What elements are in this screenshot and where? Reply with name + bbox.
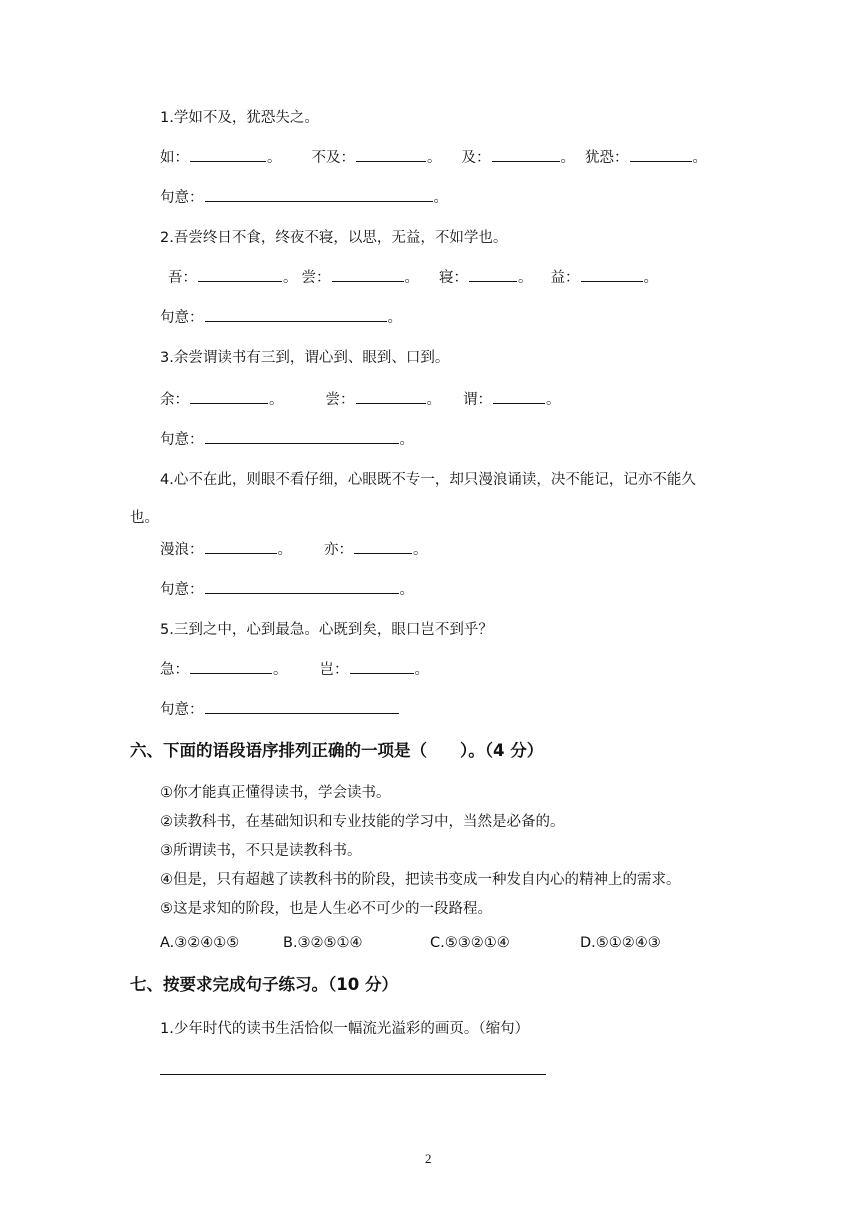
meaning-label: 句意： xyxy=(160,702,204,718)
answer-blank[interactable] xyxy=(581,268,643,282)
answer-blank[interactable] xyxy=(356,390,426,404)
section-7-heading: 七、按要求完成句子练习。（10 分） xyxy=(130,975,398,994)
q1-sentence: 1.学如不及，犹恐失之。 xyxy=(160,110,319,126)
s6-item: ⑤这是求知的阶段，也是人生必不可少的一段路程。 xyxy=(160,901,492,917)
q2-word-row: 吾： 。 尝： 。 寝： 。 益： 。 xyxy=(168,270,658,286)
q3-word-label: 余： xyxy=(160,392,189,408)
meaning-label: 句意： xyxy=(160,190,204,206)
answer-blank[interactable] xyxy=(190,148,266,162)
answer-blank[interactable] xyxy=(190,660,272,674)
q2-word-label: 尝： xyxy=(301,270,331,286)
q1-word-label: 如： xyxy=(160,150,189,166)
q3-word-row: 余： 。 尝： 。 谓： 。 xyxy=(160,392,561,408)
s6-item: ④但是，只有超越了读教科书的阶段，把读书变成一种发自内心的精神上的需求。 xyxy=(160,872,681,888)
q2-sentence: 2.吾尝终日不食，终夜不寝，以思，无益，不如学也。 xyxy=(160,230,508,246)
answer-blank[interactable] xyxy=(630,148,692,162)
option-c[interactable]: C.⑤③②①④ xyxy=(430,935,510,951)
answer-blank[interactable] xyxy=(190,390,268,404)
option-d[interactable]: D.⑤①②④③ xyxy=(580,935,661,951)
answer-blank[interactable] xyxy=(332,268,404,282)
q5-word-label: 岂： xyxy=(319,662,349,678)
q3-meaning-row: 句意： 。 xyxy=(160,432,414,448)
q4-sentence-line2: 也。 xyxy=(130,510,159,526)
q4-meaning-row: 句意： 。 xyxy=(160,582,414,598)
q2-meaning-row: 句意： 。 xyxy=(160,310,402,326)
meaning-label: 句意： xyxy=(160,582,204,598)
q4-sentence-line1: 4.心不在此，则眼不看仔细，心眼既不专一，却只漫浪诵读，决不能记，记亦不能久 xyxy=(160,472,696,488)
page-number: 2 xyxy=(425,1151,432,1166)
answer-blank[interactable] xyxy=(469,268,517,282)
answer-blank[interactable] xyxy=(492,148,560,162)
q1-word-label: 及： xyxy=(461,150,491,166)
answer-blank[interactable] xyxy=(205,580,399,594)
answer-blank[interactable] xyxy=(205,540,277,554)
q1-word-label: 不及： xyxy=(311,150,355,166)
meaning-label: 句意： xyxy=(160,432,204,448)
q3-sentence: 3.余尝谓读书有三到，谓心到、眼到、口到。 xyxy=(160,350,450,366)
answer-blank[interactable] xyxy=(198,268,282,282)
q3-word-label: 谓： xyxy=(463,392,492,408)
q4-word-label: 漫浪： xyxy=(160,542,204,558)
answer-blank[interactable] xyxy=(356,148,426,162)
q5-sentence: 5.三到之中，心到最急。心既到矣，眼口岂不到乎？ xyxy=(160,622,493,638)
answer-blank[interactable] xyxy=(205,188,433,202)
q2-word-label: 寝： xyxy=(439,270,468,286)
answer-blank[interactable] xyxy=(493,390,545,404)
q5-word-label: 急： xyxy=(160,662,189,678)
q2-word-label: 吾： xyxy=(168,270,197,286)
option-a[interactable]: A.③②④①⑤ xyxy=(160,935,240,951)
q1-word-label: 犹恐： xyxy=(585,150,629,166)
q4-word-row: 漫浪： 。 亦： 。 xyxy=(160,542,428,558)
s6-item: ①你才能真正懂得读书，学会读书。 xyxy=(160,785,391,801)
s6-item: ③所谓读书，不只是读教科书。 xyxy=(160,843,362,859)
answer-blank[interactable] xyxy=(350,660,414,674)
q5-meaning-row xyxy=(160,700,400,720)
q1-meaning-row: 句意： 。 xyxy=(160,190,448,206)
answer-blank[interactable] xyxy=(205,430,399,444)
q5-word-row: 急： 。 岂： 。 xyxy=(160,662,429,678)
option-b[interactable]: B.③②⑤①④ xyxy=(283,935,363,951)
q4-word-label: 亦： xyxy=(324,542,353,558)
answer-line[interactable] xyxy=(160,1074,546,1075)
q1-word-row: 如： 。 不及： 。 及： 。 犹恐： 。 xyxy=(160,150,707,166)
answer-blank[interactable] xyxy=(354,540,412,554)
s7-q1: 1.少年时代的读书生活恰似一幅流光溢彩的画页。（缩句） xyxy=(160,1021,530,1037)
section-6-heading: 六、下面的语段语序排列正确的一项是（ ）。（4 分） xyxy=(130,741,544,760)
q2-word-label: 益： xyxy=(550,270,580,286)
meaning-label: 句意： xyxy=(160,310,204,326)
answer-blank[interactable] xyxy=(205,308,387,322)
answer-blank[interactable] xyxy=(205,700,399,714)
s6-item: ②读教科书，在基础知识和专业技能的学习中，当然是必备的。 xyxy=(160,814,565,830)
q3-word-label: 尝： xyxy=(325,392,355,408)
